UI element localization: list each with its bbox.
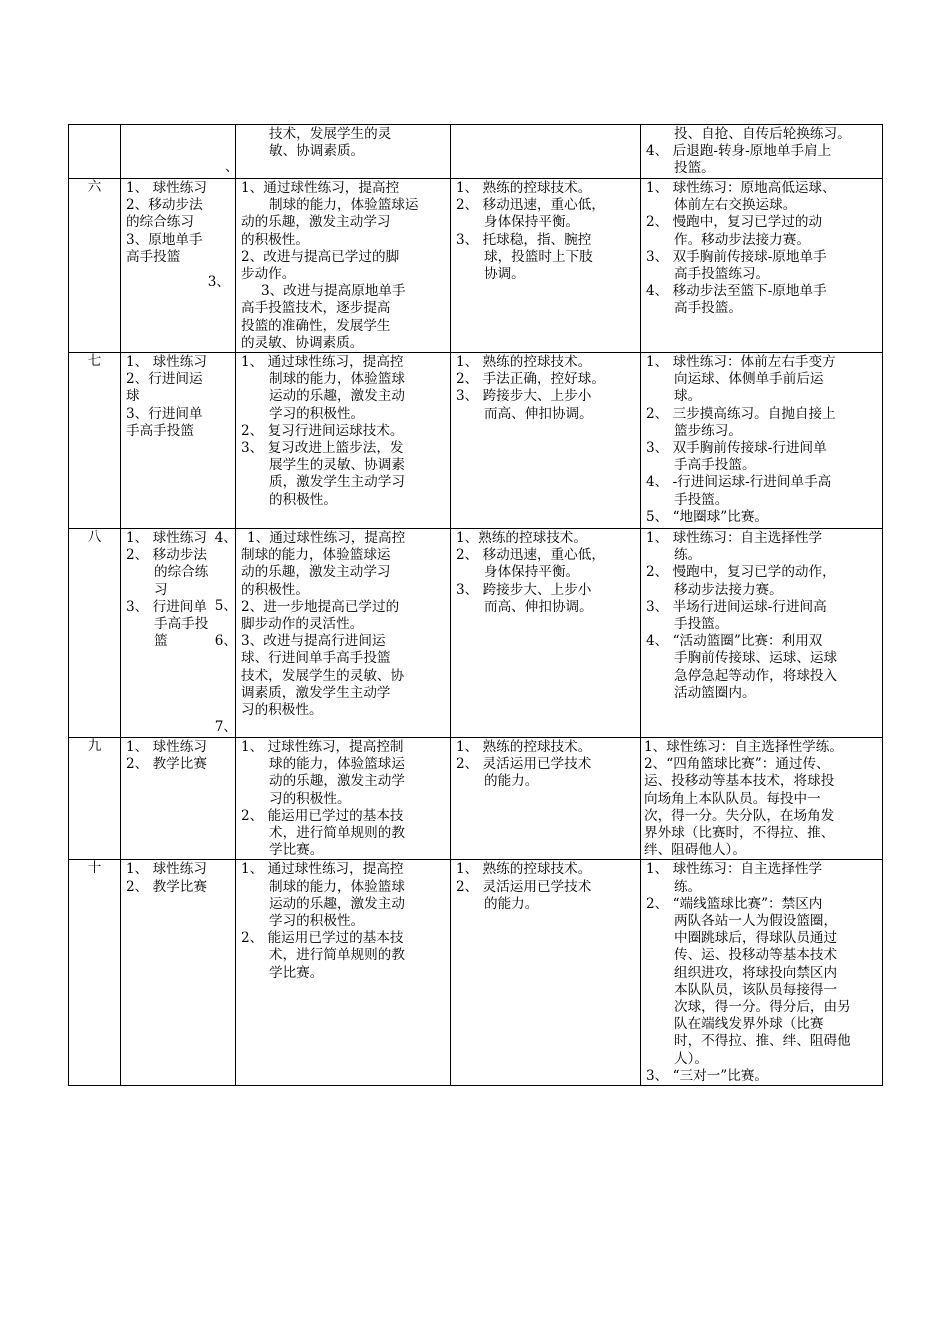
goals-cell: 1、通过球性练习，提高控 制球的能力，体验篮球运 动的乐趣，激发主动学习 的积极性。 2、改进与提高已学过的脚 步动作。 3、改进与提高原地单手 高手投篮技术，逐步提高 投篮的准确性，发展学生 的灵敏、协调素质。 [236,179,451,353]
methods-cell: 1、 球性练习：体前左右手变方 向运球、体侧单手前后运 球。 2、 三步摸高练习。自抛自接上 篮步练习。 3、 双手胸前传接球-行进间单 手高手投篮。 4、 -行进间运球-行进间单手高 手投篮。 5、 “地圈球”比赛。 [641,353,883,529]
method-line: 4、 后退跑-转身-原地单手肩上 [646,143,832,160]
key-cell: 1、 熟练的控球技术。 2、 灵活运用已学技术 的能力。 [451,860,641,1086]
list-mark: 6、 [214,633,237,650]
week-cell [69,125,121,179]
content-cell: 1、 球性练习 2、移动步法 的综合练习 3、原地单手 高手投篮 3、 [121,179,236,353]
week-cell: 八 [69,529,121,738]
methods-cell [641,125,883,179]
table-row [69,125,883,179]
week-cell: 十 [69,860,121,1086]
goal-line: 技术，发展学生的灵 [269,126,392,142]
stray-mark: 、 [225,159,239,176]
key-cell [451,125,641,179]
methods-cell: 1、 球性练习：原地高低运球、 体前左右交换运球。 2、 慢跑中，复习已学过的动 作。移动步法接力赛。 3、 双手胸前传接球-原地单手 高手投篮练习。 4、 移动步法至篮下-原地单手 高手投篮。 [641,179,883,353]
table-row [69,179,883,353]
week-cell: 九 [69,738,121,860]
goals-cell: 1、 通过球性练习，提高控 制球的能力，体验篮球 运动的乐趣，激发主动 学习的积极性。 2、 能运用已学过的基本技 术，进行简单规则的教 学比赛。 [236,860,451,1086]
table-row [69,353,883,529]
method-line: 投篮。 [674,160,715,177]
list-mark: 7、 [214,719,237,736]
goals-cell [225,125,451,179]
methods-cell: 1、球性练习：自主选择性学练。 2、“四角篮球比赛”：通过传、 运、投移动等基本技术，将球投 向场角上本队队员。每投中一 次，得一分。失分队，在场角发 界外球（比赛时，不得拉、推、 绊、阻碍他人）。 [641,738,883,860]
week-cell: 六 [69,179,121,353]
key-cell: 1、熟练的控球技术。 2、 移动迅速，重心低， 身体保持平衡。 3、 跨接步大、上步小 而高、伸扣协调。 [451,529,641,738]
week-cell: 七 [69,353,121,529]
key-cell: 1、 熟练的控球技术。 2、 手法正确，控好球。 3、 跨接步大、上步小 而高、伸扣协调。 [451,353,641,529]
lesson-plan-table [68,124,883,1086]
goal-line: 敏、协调素质。 [269,143,365,160]
goals-cell: 1、 通过球性练习，提高控 制球的能力，体验篮球 运动的乐趣，激发主动 学习的积极性。 2、 复习行进间运球技术。 3、 复习改进上篮步法，发 展学生的灵敏、协调素 质，激发学生主动学习 的积极性。 [236,353,451,529]
list-mark: 4、 [214,530,237,547]
content-cell: 1、 球性练习 2、 教学比赛 [121,860,236,1086]
content-cell: 1、 球性练习 2、 移动步法 的综合练 习 3、 行进间单 手高手投 篮 4、 5、 6、 7、 [121,529,236,738]
methods-cell: 1、 球性练习：自主选择性学 练。 2、 慢跑中，复习已学的动作， 移动步法接力赛。 3、 半场行进间运球-行进间高 手投篮。 4、 “活动篮圈”比赛：利用双 手胸前传接球、运球、运球 急停急起等动作，将球投入 活动篮圈内。 [641,529,883,738]
content-cell: 1、 球性练习 2、行进间运 球 3、行进间单 手高手投篮 [121,353,236,529]
key-cell: 1、 熟练的控球技术。 2、 移动迅速，重心低， 身体保持平衡。 3、 托球稳，指、腕控 球，投篮时上下肢 协调。 [451,179,641,353]
method-line: 投、自抢、自传后轮换练习。 [674,126,851,142]
goals-cell: 1、 过球性练习，提高控制 球的能力，体验篮球运 动的乐趣，激发主动学 习的积极性。 2、 能运用已学过的基本技 术，进行简单规则的教 学比赛。 [236,738,451,860]
table-row [69,738,883,860]
methods-cell: 1、 球性练习：自主选择性学 练。 2、 “端线篮球比赛”：禁区内 两队各站一人为假设篮圈， 中圈跳球后，得球队员通过 传、运、投移动等基本技术 组织进攻，将球投向禁区内 本队队员，该队员每接得一 次球，得一分。得分后，由另 队在端线发界外球（比赛 时，不得拉、推、绊、阻碍他 人）。 3、 “三对一”比赛。 [641,860,883,1086]
content-cell [121,125,236,179]
list-mark: 5、 [214,598,237,615]
content-cell: 1、 球性练习 2、 教学比赛 [121,738,236,860]
key-cell: 1、 熟练的控球技术。 2、 灵活运用已学技术 的能力。 [451,738,641,860]
goals-cell: 1、通过球性练习，提高控 制球的能力，体验篮球运 动的乐趣，激发主动学习 的积极性。 2、进一步地提高已学过的 脚步动作的灵活性。 3、改进与提高行进间运 球、行进间单手高手投篮 技术，发展学生的灵敏、协 调素质，激发学生主动学 习的积极性。 [236,529,451,738]
table-row [69,860,883,1086]
table-row [69,529,883,738]
